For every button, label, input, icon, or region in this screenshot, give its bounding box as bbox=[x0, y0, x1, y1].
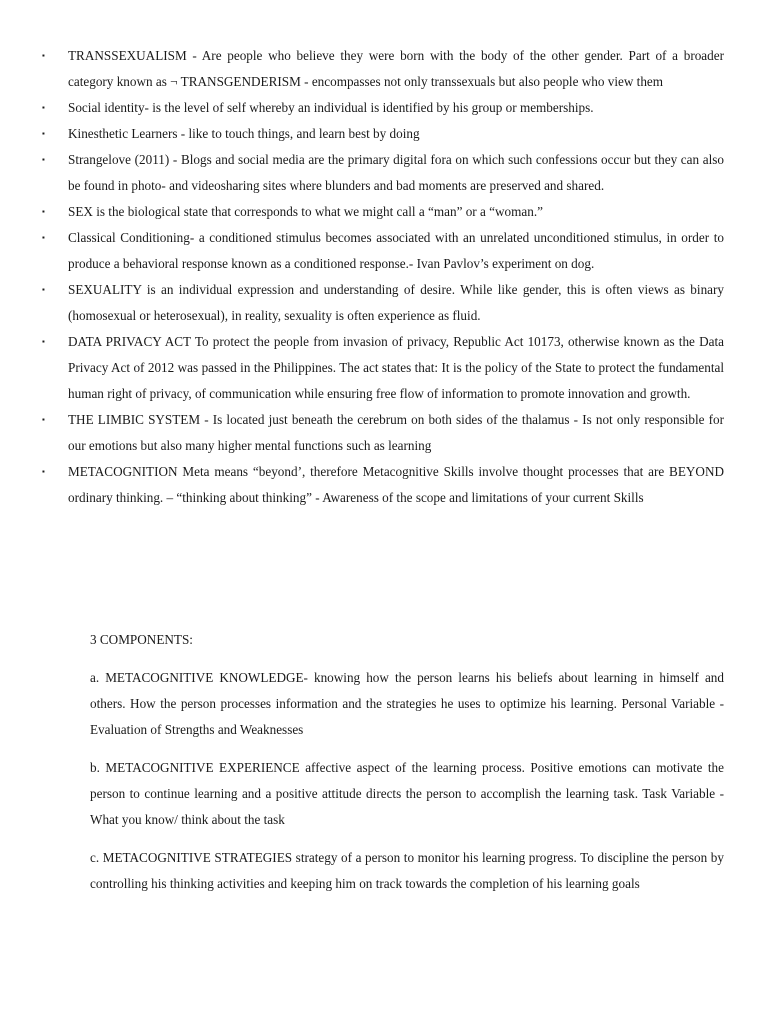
list-item-text: Classical Conditioning- a conditioned stimulus becomes associated with an unrelated unconditioned stimulus, in order to produce a behavioral response known as a conditioned response.- Ivan Pavlov’s experiment on dog. bbox=[68, 230, 724, 271]
bullet-list bbox=[42, 43, 724, 511]
list-item bbox=[42, 459, 724, 511]
bullet-icon: ▪ bbox=[42, 285, 45, 294]
list-item-text: TRANSSEXUALISM - Are people who believe they were born with the body of the other gender. Part of a broader category known as ¬ TRANSGENDERISM - encompasses not only transsexuals but also people who view them bbox=[68, 48, 724, 89]
list-item bbox=[42, 329, 724, 407]
list-item-text: SEX is the biological state that corresponds to what we might call a “man” or a “woman.” bbox=[68, 204, 543, 219]
list-item bbox=[42, 225, 724, 277]
list-item bbox=[42, 43, 724, 95]
bullet-icon: ▪ bbox=[42, 337, 45, 346]
list-item-text: Kinesthetic Learners - like to touch things, and learn best by doing bbox=[68, 126, 420, 141]
list-item bbox=[42, 147, 724, 199]
components-section bbox=[90, 627, 724, 909]
list-item-text: Strangelove (2011) - Blogs and social media are the primary digital fora on which such confessions occur but they can also be found in photo- and videosharing sites where blunders and bad moments are preserved and shared. bbox=[68, 152, 724, 193]
list-item bbox=[42, 407, 724, 459]
bullet-icon: ▪ bbox=[42, 155, 45, 164]
component-paragraph-knowledge: a. METACOGNITIVE KNOWLEDGE- knowing how the person learns his beliefs about learning in himself and others. How the person processes information and the strategies he uses to optimize his learning. Personal Variable - Evaluation of Strengths and Weaknesses bbox=[90, 670, 724, 737]
bullet-icon: ▪ bbox=[42, 103, 45, 112]
list-item bbox=[42, 121, 724, 147]
list-item bbox=[42, 277, 724, 329]
component-paragraph-experience: b. METACOGNITIVE EXPERIENCE affective aspect of the learning process. Positive emotions can motivate the person to continue learning and a positive attitude directs the person to accomplish the learning task. Task Variable - What you know/ think about the task bbox=[90, 760, 724, 827]
bullet-icon: ▪ bbox=[42, 415, 45, 424]
list-item-text: METACOGNITION Meta means “beyond’, therefore Metacognitive Skills involve thought processes that are BEYOND ordinary thinking. – “thinking about thinking” - Awareness of the scope and limitations of your current Skills bbox=[68, 464, 724, 505]
bullet-icon: ▪ bbox=[42, 129, 45, 138]
list-item-text: SEXUALITY is an individual expression and understanding of desire. While like gender, this is often views as binary (homosexual or heterosexual), in reality, sexuality is often experience as fluid. bbox=[68, 282, 724, 323]
bullet-icon: ▪ bbox=[42, 233, 45, 242]
component-paragraph-strategies: c. METACOGNITIVE STRATEGIES strategy of a person to monitor his learning progress. To discipline the person by controlling his thinking activities and keeping him on track towards the completion of his learning goals bbox=[90, 850, 724, 891]
components-heading: 3 COMPONENTS: bbox=[90, 632, 193, 647]
list-item bbox=[42, 95, 724, 121]
bullet-icon: ▪ bbox=[42, 207, 45, 216]
list-item-text: THE LIMBIC SYSTEM - Is located just beneath the cerebrum on both sides of the thalamus - Is not only responsible for our emotions but also many higher mental functions such as learning bbox=[68, 412, 724, 453]
list-item-text: DATA PRIVACY ACT To protect the people from invasion of privacy, Republic Act 10173, otherwise known as the Data Privacy Act of 2012 was passed in the Philippines. The act states that: It is the policy of the State to protect the fundamental human right of privacy, of communication while ensuring free flow of information to promote innovation and growth. bbox=[68, 334, 724, 401]
list-item-text: Social identity- is the level of self whereby an individual is identified by his group or memberships. bbox=[68, 100, 594, 115]
list-item bbox=[42, 199, 724, 225]
bullet-icon: ▪ bbox=[42, 467, 45, 476]
bullet-icon: ▪ bbox=[42, 51, 45, 60]
